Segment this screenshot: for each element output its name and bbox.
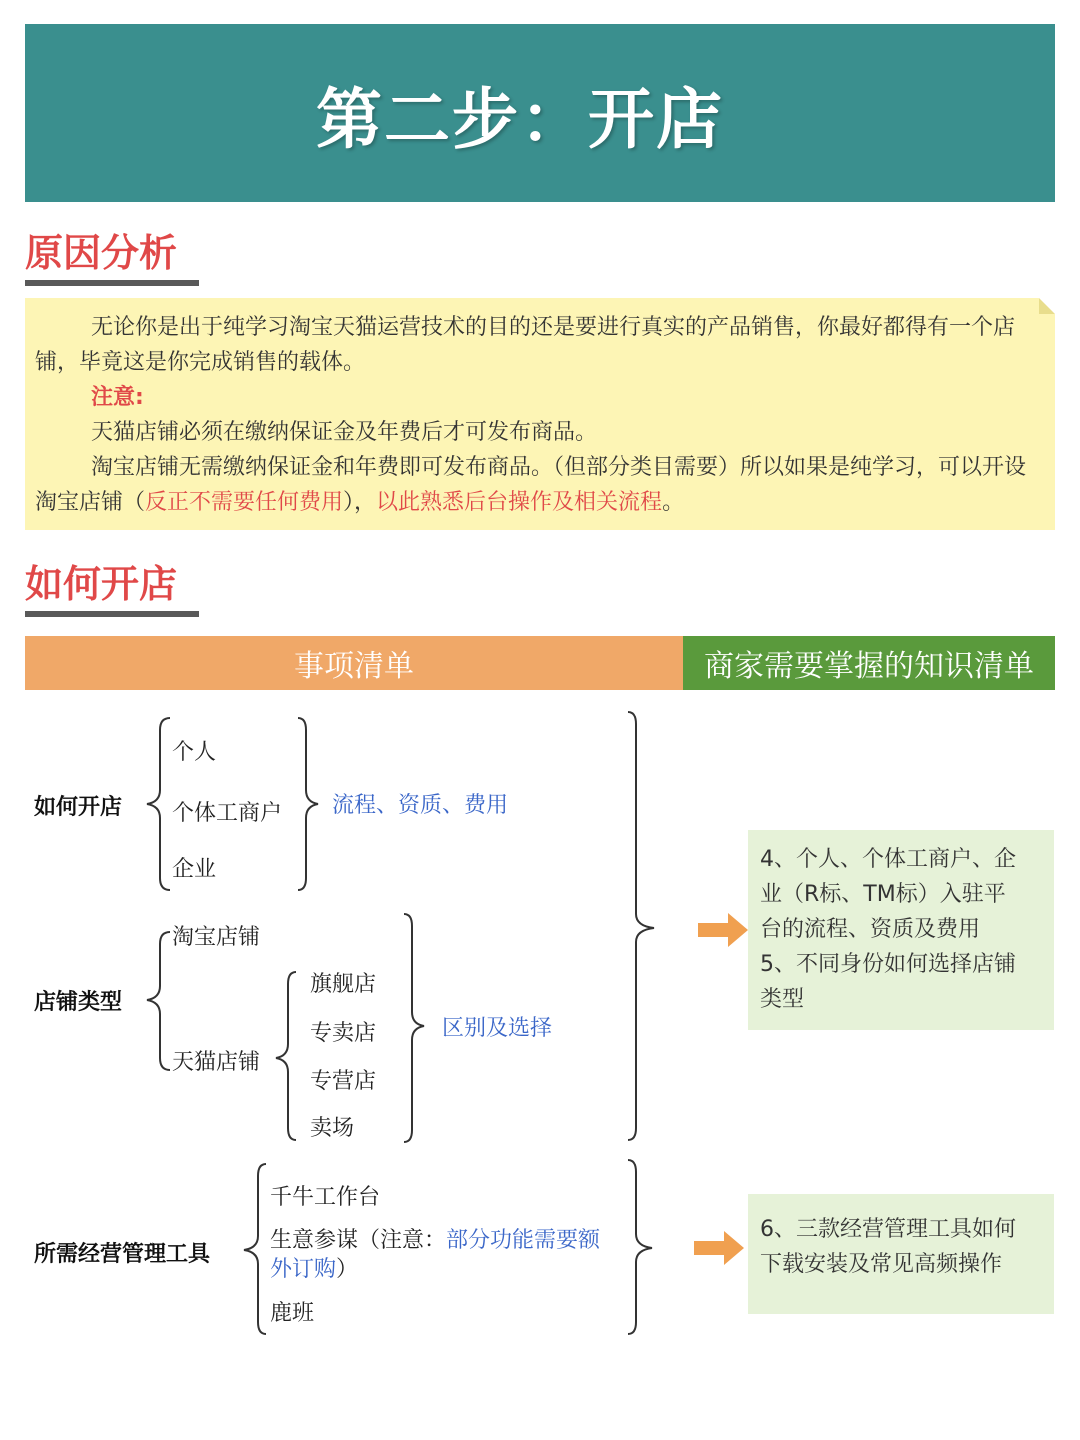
page-title: 第二步：开店 [316, 80, 724, 158]
list-item: 专卖店 [310, 1021, 377, 1046]
group2-result: 区别及选择 [442, 1016, 553, 1041]
knowledge-line: 6、三款经营管理工具如何 [760, 1217, 1016, 1242]
knowledge-line: 5、不同身份如何选择店铺 [760, 952, 1016, 977]
knowledge-line: 业（R标、TM标）入驻平 [760, 882, 1006, 907]
group-label-how-to-open: 如何开店 [34, 795, 123, 820]
reason-paragraph-2: 天猫店铺必须在缴纳保证金及年费后才可发布商品。 [91, 420, 598, 445]
tool-2-blue-1: 部分功能需要额 [446, 1228, 601, 1253]
list-item: 个体工商户 [172, 801, 283, 826]
group1-result: 流程、资质、费用 [332, 793, 509, 818]
group-label-store-type: 店铺类型 [34, 990, 123, 1015]
list-item: 千牛工作台 [270, 1185, 381, 1210]
reason-p3-part-c: 。 [662, 490, 685, 515]
header-items-list: 事项清单 [25, 636, 683, 690]
knowledge-line: 类型 [760, 987, 805, 1012]
reason-p3-part-b: ）， [343, 490, 377, 515]
header-knowledge-list: 商家需要掌握的知识清单 [683, 636, 1055, 690]
reason-paragraph-1: 无论你是出于纯学习淘宝天猫运营技术的目的还是要进行真实的产品销售，你最好都得有一个店铺，毕竟这是你完成销售的载体。 [35, 315, 1016, 375]
list-item: 企业 [172, 857, 217, 882]
reason-p3-part-a: 淘宝店铺无需缴纳保证金和年费即可发布商品。（但部分类目需要）所以如果是纯学习，可以开设淘宝店铺（ [35, 455, 1027, 515]
tool-2-part-b: ） [336, 1257, 359, 1282]
list-item: 天猫店铺 [172, 1050, 261, 1075]
reason-note-label: 注意: [91, 385, 144, 410]
reason-p3-red-1: 反正不需要任何费用 [145, 490, 344, 515]
arrow-right-icon [694, 1231, 744, 1265]
list-item: 专营店 [310, 1069, 377, 1094]
knowledge-box-2 [748, 1194, 1054, 1314]
list-item [270, 1226, 630, 1284]
list-item: 淘宝店铺 [172, 925, 261, 950]
section-title-how: 如何开店 [25, 562, 178, 606]
knowledge-box-1 [748, 830, 1054, 1030]
knowledge-line: 台的流程、资质及费用 [760, 917, 981, 942]
section-title-reason: 原因分析 [25, 231, 178, 275]
list-item: 旗舰店 [310, 972, 377, 997]
knowledge-line: 4、个人、个体工商户、企 [760, 847, 1016, 872]
knowledge-line: 下载安装及常见高频操作 [760, 1252, 1003, 1277]
arrow-right-icon [698, 913, 748, 947]
group-label-tools: 所需经营管理工具 [34, 1242, 211, 1267]
tool-2-blue-2: 外订购 [270, 1257, 337, 1282]
reason-p3-red-2: 以此熟悉后台操作及相关流程 [376, 490, 663, 515]
arrow-icons [694, 913, 748, 1265]
list-item: 鹿班 [270, 1301, 315, 1326]
list-item: 卖场 [310, 1116, 355, 1141]
tool-2-part-a: 生意参谋（注意： [270, 1228, 447, 1253]
list-item: 个人 [172, 740, 217, 765]
